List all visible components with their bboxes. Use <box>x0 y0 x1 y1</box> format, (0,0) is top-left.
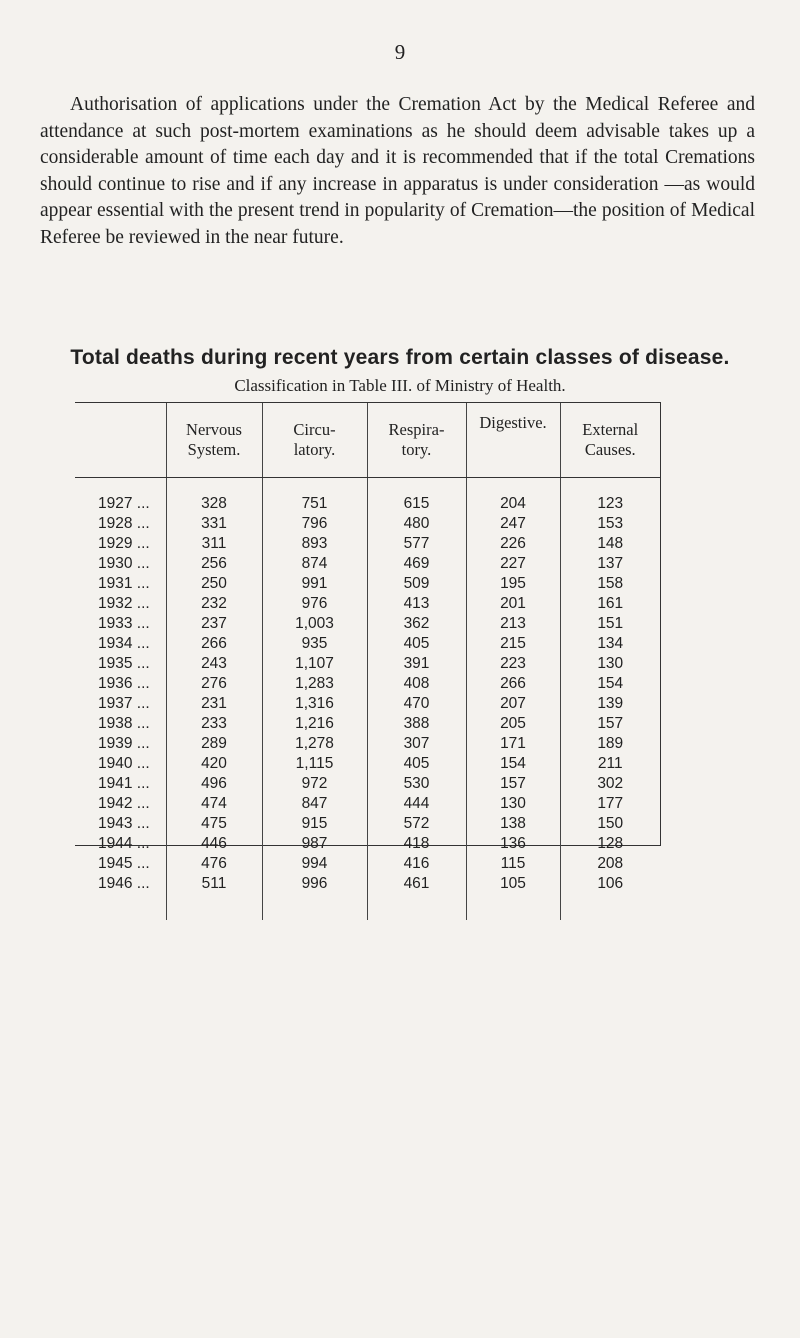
value-cell: 266 <box>166 634 262 654</box>
value-cell: 496 <box>166 774 262 794</box>
value-cell: 874 <box>262 554 367 574</box>
year-cell: 1931 ... <box>98 575 150 592</box>
value-cell: 137 <box>560 554 660 574</box>
value-cell: 1,216 <box>262 714 367 734</box>
table-row <box>75 654 660 674</box>
header-line: tory. <box>401 440 432 459</box>
table-row <box>75 794 660 814</box>
value-cell: 307 <box>367 734 466 754</box>
value-cell: 751 <box>262 478 367 515</box>
value-cell: 207 <box>466 694 560 714</box>
value-cell: 215 <box>466 634 560 654</box>
year-cell: 1938 ... <box>98 715 150 732</box>
year-cell: 1944 ... <box>98 835 150 852</box>
value-cell: 115 <box>466 854 560 874</box>
value-cell: 915 <box>262 814 367 834</box>
header-line: Causes. <box>584 440 636 459</box>
value-cell: 470 <box>367 694 466 714</box>
value-cell: 1,316 <box>262 694 367 714</box>
value-cell: 572 <box>367 814 466 834</box>
value-cell: 405 <box>367 754 466 774</box>
table-row <box>75 554 660 574</box>
value-cell: 391 <box>367 654 466 674</box>
value-cell: 444 <box>367 794 466 814</box>
value-cell: 1,003 <box>262 614 367 634</box>
year-cell: 1941 ... <box>98 775 150 792</box>
value-cell: 130 <box>466 794 560 814</box>
value-cell: 130 <box>560 654 660 674</box>
year-cell: 1932 ... <box>98 595 150 612</box>
header-external-causes <box>560 403 660 478</box>
header-line: System. <box>187 440 241 459</box>
year-cell: 1927 ... <box>98 495 150 512</box>
table-row <box>75 574 660 594</box>
value-cell: 201 <box>466 594 560 614</box>
value-cell: 266 <box>466 674 560 694</box>
value-cell: 405 <box>367 634 466 654</box>
value-cell: 461 <box>367 874 466 920</box>
table-row <box>75 534 660 554</box>
value-cell: 847 <box>262 794 367 814</box>
value-cell: 328 <box>166 478 262 515</box>
year-cell: 1929 ... <box>98 535 150 552</box>
value-cell: 250 <box>166 574 262 594</box>
table-row <box>75 614 660 634</box>
value-cell: 223 <box>466 654 560 674</box>
table-subtitle: Classification in Table III. of Ministry of Health. <box>234 376 566 395</box>
value-cell: 475 <box>166 814 262 834</box>
value-cell: 154 <box>560 674 660 694</box>
value-cell: 189 <box>560 734 660 754</box>
value-cell: 991 <box>262 574 367 594</box>
value-cell: 362 <box>367 614 466 634</box>
disease-deaths-table <box>75 402 661 892</box>
header-line: External <box>582 420 639 439</box>
year-cell: 1943 ... <box>98 815 150 832</box>
header-line: Digestive. <box>479 413 547 432</box>
value-cell: 1,115 <box>262 754 367 774</box>
year-cell: 1935 ... <box>98 655 150 672</box>
value-cell: 157 <box>466 774 560 794</box>
value-cell: 128 <box>560 834 660 854</box>
header-digestive <box>466 403 560 478</box>
value-cell: 976 <box>262 594 367 614</box>
value-cell: 1,107 <box>262 654 367 674</box>
table-row <box>75 634 660 654</box>
value-cell: 138 <box>466 814 560 834</box>
year-cell: 1937 ... <box>98 695 150 712</box>
table-header-row <box>75 403 660 478</box>
value-cell: 256 <box>166 554 262 574</box>
table-row <box>75 674 660 694</box>
value-cell: 893 <box>262 534 367 554</box>
value-cell: 446 <box>166 834 262 854</box>
value-cell: 226 <box>466 534 560 554</box>
value-cell: 796 <box>262 514 367 534</box>
value-cell: 935 <box>262 634 367 654</box>
value-cell: 134 <box>560 634 660 654</box>
value-cell: 232 <box>166 594 262 614</box>
year-cell: 1930 ... <box>98 555 150 572</box>
value-cell: 418 <box>367 834 466 854</box>
value-cell: 577 <box>367 534 466 554</box>
table-row <box>75 514 660 534</box>
table-row <box>75 478 660 515</box>
value-cell: 416 <box>367 854 466 874</box>
value-cell: 413 <box>367 594 466 614</box>
table-row <box>75 714 660 734</box>
value-cell: 408 <box>367 674 466 694</box>
value-cell: 480 <box>367 514 466 534</box>
table-row <box>75 854 660 874</box>
header-corner <box>75 403 166 478</box>
value-cell: 237 <box>166 614 262 634</box>
value-cell: 171 <box>466 734 560 754</box>
value-cell: 204 <box>466 478 560 515</box>
value-cell: 243 <box>166 654 262 674</box>
year-cell: 1946 ... <box>98 875 150 892</box>
value-cell: 530 <box>367 774 466 794</box>
header-line: latory. <box>293 440 336 459</box>
value-cell: 153 <box>560 514 660 534</box>
table-row <box>75 754 660 774</box>
value-cell: 476 <box>166 854 262 874</box>
value-cell: 388 <box>367 714 466 734</box>
year-cell: 1940 ... <box>98 755 150 772</box>
value-cell: 1,283 <box>262 674 367 694</box>
page-number: 9 <box>394 40 406 64</box>
year-cell: 1939 ... <box>98 735 150 752</box>
value-cell: 208 <box>560 854 660 874</box>
value-cell: 154 <box>466 754 560 774</box>
value-cell: 1,278 <box>262 734 367 754</box>
header-nervous-system <box>166 403 262 478</box>
value-cell: 227 <box>466 554 560 574</box>
value-cell: 151 <box>560 614 660 634</box>
header-circulatory <box>262 403 367 478</box>
year-cell: 1928 ... <box>98 515 150 532</box>
value-cell: 474 <box>166 794 262 814</box>
value-cell: 105 <box>466 874 560 920</box>
body-paragraph: Authorisation of applications under the Cremation Act by the Medical Referee and attendance at such post-mortem examinations as he should deem advisable takes up a considerable amount of time each day and it is recommended that if the total Cremations should continue to rise and if any increase in apparatus is under consideration —as would appear essential with the present trend in popularity of Cremation—the position of Medical Referee be reviewed in the near future. <box>40 94 755 248</box>
value-cell: 205 <box>466 714 560 734</box>
year-cell: 1934 ... <box>98 635 150 652</box>
value-cell: 276 <box>166 674 262 694</box>
value-cell: 195 <box>466 574 560 594</box>
value-cell: 213 <box>466 614 560 634</box>
value-cell: 158 <box>560 574 660 594</box>
value-cell: 972 <box>262 774 367 794</box>
value-cell: 123 <box>560 478 660 515</box>
value-cell: 996 <box>262 874 367 920</box>
value-cell: 136 <box>466 834 560 854</box>
value-cell: 161 <box>560 594 660 614</box>
value-cell: 311 <box>166 534 262 554</box>
value-cell: 331 <box>166 514 262 534</box>
value-cell: 247 <box>466 514 560 534</box>
header-line: Circu- <box>293 420 336 439</box>
value-cell: 511 <box>166 874 262 920</box>
year-cell: 1936 ... <box>98 675 150 692</box>
value-cell: 106 <box>560 874 660 920</box>
value-cell: 289 <box>166 734 262 754</box>
table-row <box>75 814 660 834</box>
value-cell: 177 <box>560 794 660 814</box>
value-cell: 139 <box>560 694 660 714</box>
value-cell: 211 <box>560 754 660 774</box>
header-line: Nervous <box>186 420 242 439</box>
value-cell: 420 <box>166 754 262 774</box>
value-cell: 994 <box>262 854 367 874</box>
value-cell: 302 <box>560 774 660 794</box>
value-cell: 233 <box>166 714 262 734</box>
table-row <box>75 694 660 714</box>
year-cell: 1933 ... <box>98 615 150 632</box>
value-cell: 148 <box>560 534 660 554</box>
table-title: Total deaths during recent years from certain classes of disease. <box>70 346 730 369</box>
table-row <box>75 834 660 854</box>
table-row <box>75 774 660 794</box>
value-cell: 150 <box>560 814 660 834</box>
value-cell: 987 <box>262 834 367 854</box>
value-cell: 509 <box>367 574 466 594</box>
year-cell: 1945 ... <box>98 855 150 872</box>
value-cell: 615 <box>367 478 466 515</box>
header-respiratory <box>367 403 466 478</box>
header-line: Respira- <box>388 420 445 439</box>
year-cell: 1942 ... <box>98 795 150 812</box>
table-row <box>75 874 660 920</box>
table-row <box>75 734 660 754</box>
value-cell: 469 <box>367 554 466 574</box>
table-row <box>75 594 660 614</box>
value-cell: 231 <box>166 694 262 714</box>
value-cell: 157 <box>560 714 660 734</box>
